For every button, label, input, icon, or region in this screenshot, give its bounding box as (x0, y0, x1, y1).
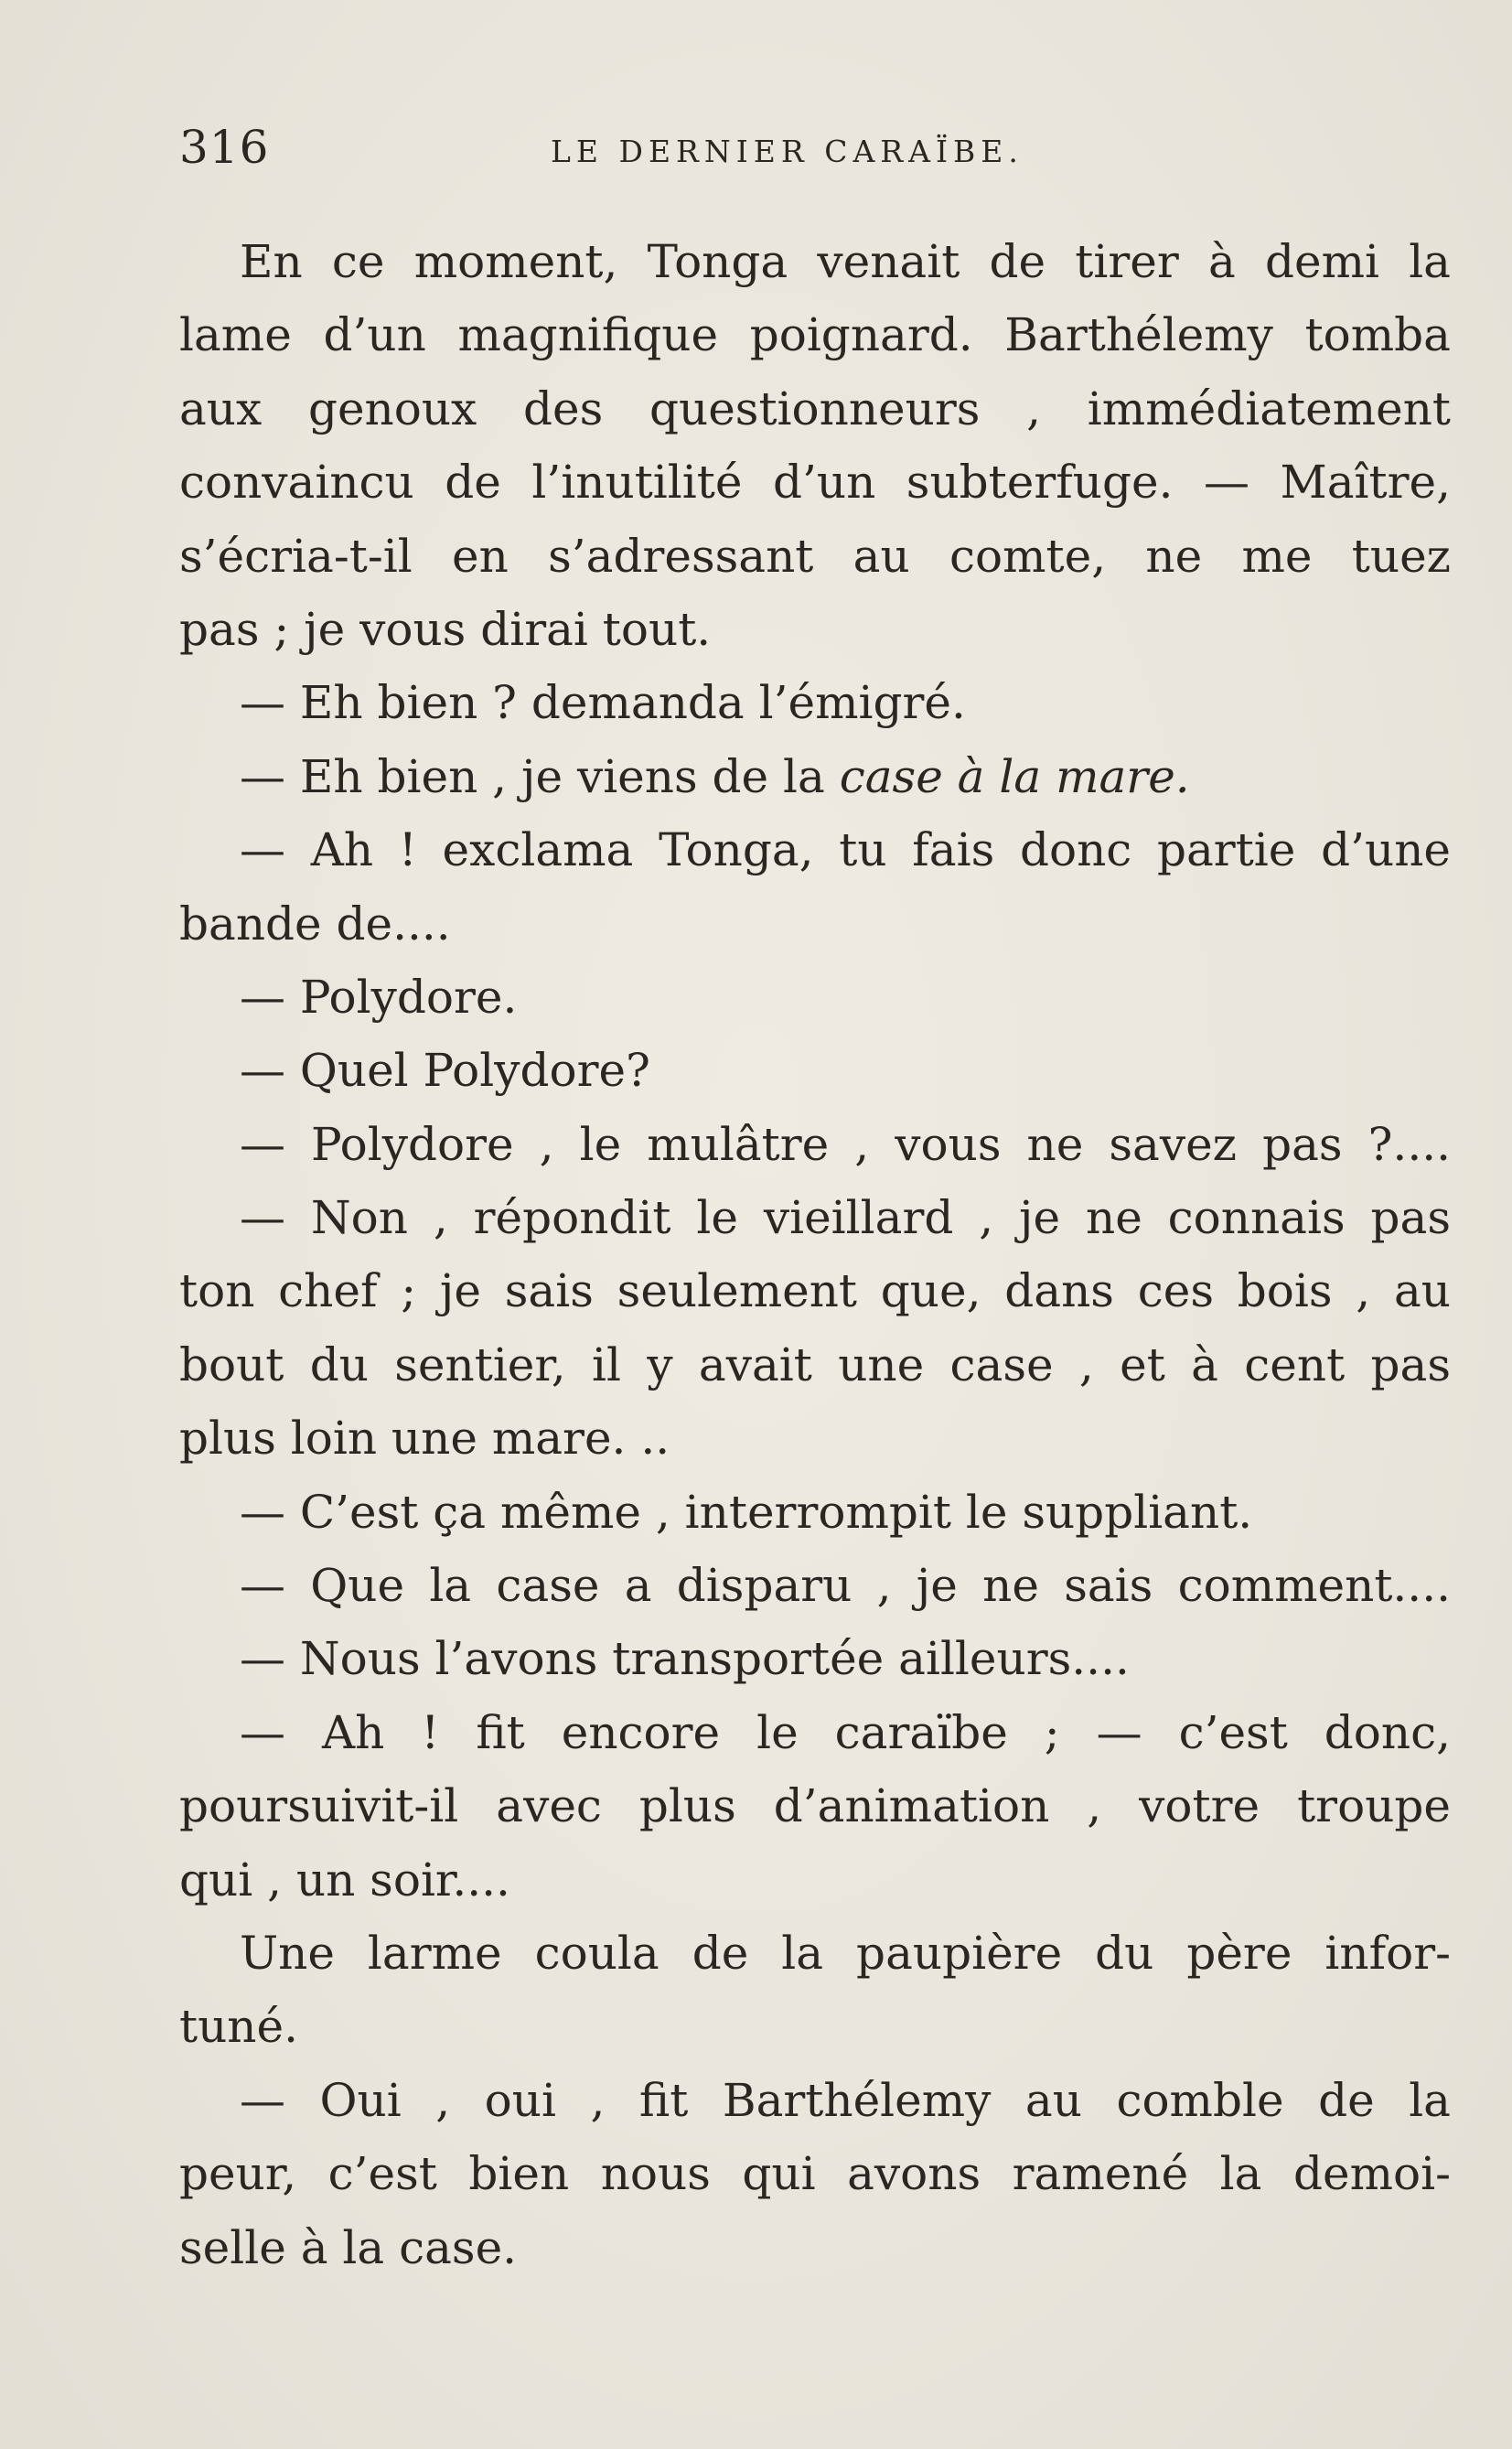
text-line: — Nous l’avons transportée ailleurs.... (240, 1632, 1130, 1686)
text-line: — Polydore. (240, 970, 518, 1024)
text-line: En ce moment, Tonga venait de tirer à demi la (240, 235, 1451, 288)
text-line: tuné. (179, 2000, 298, 2054)
text-line: qui , un soir.... (179, 1853, 510, 1907)
text-line: — Oui , oui , fit Barthélemy au comble de la (240, 2073, 1451, 2127)
text-line: Une larme coula de la paupière du père infor- (240, 1926, 1451, 1980)
text-line: bande de.... (179, 897, 451, 951)
text-line: pas ; je vous dirai tout. (179, 602, 712, 656)
text-line: — Que la case a disparu , je ne sais comment.... (240, 1559, 1451, 1613)
body-text (179, 225, 1451, 2284)
page-number: 316 (179, 121, 270, 174)
text-line: poursuivit-il avec plus d’animation , votre troupe (179, 1779, 1451, 1833)
text-line: — Polydore , le mulâtre , vous ne savez pas ?.... (240, 1117, 1451, 1171)
page-header (179, 121, 1451, 185)
text-line (179, 740, 1451, 813)
text-line: — Ah ! exclama Tonga, tu fais donc partie d’une (240, 823, 1451, 877)
text-line: — Ah ! fit encore le caraïbe ; — c’est donc, (240, 1705, 1451, 1759)
text-line: lame d’un magnifique poignard. Barthélemy tomba (179, 308, 1451, 362)
text-line: peur, c’est bien nous qui avons ramené la demoi- (179, 2147, 1451, 2201)
text-line: aux genoux des questionneurs , immédiatement (179, 381, 1451, 435)
running-title: LE DERNIER CARAÏBE. (551, 134, 1024, 169)
text-line: plus loin une mare. .. (179, 1412, 670, 1466)
text-line: — Non , répondit le vieillard , je ne connais pas (240, 1191, 1451, 1245)
text-line: bout du sentier, il y avait une case , et à cent pas (179, 1337, 1451, 1391)
italic-phrase: case à la mare. (839, 749, 1190, 803)
text-line: selle à la case. (179, 2220, 518, 2274)
text-line: ton chef ; je sais seulement que, dans ces bois , au (179, 1264, 1451, 1318)
text-line: convaincu de l’inutilité d’un subterfuge. — Maître, (179, 456, 1451, 510)
text-line: — C’est ça même , interrompit le suppliant. (240, 1485, 1253, 1539)
text-line-start: — Eh bien , je viens de la (240, 749, 840, 803)
text-line: — Eh bien ? demanda l’émigré. (240, 676, 966, 730)
text-line: s’écria-t-il en s’adressant au comte, ne me tuez (179, 529, 1451, 583)
text-line: — Quel Polydore? (240, 1044, 650, 1098)
